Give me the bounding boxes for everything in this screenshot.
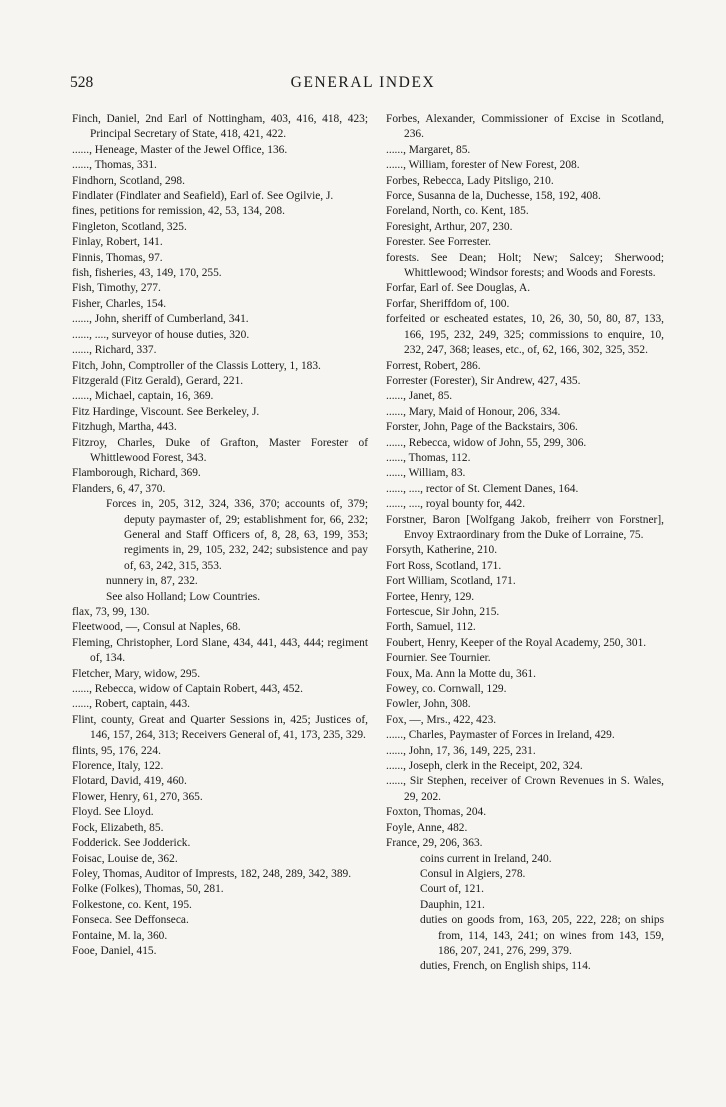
index-entry: Forbes, Alexander, Commissioner of Excise in Scotland, 236. — [386, 113, 664, 141]
index-entry: France, 29, 206, 363. — [386, 837, 483, 850]
index-entry: Forstner, Baron [Wolfgang Jakob, freiherr von Forstner], Envoy Extraordinary from the Duke of Lorraine, 75. — [386, 513, 664, 541]
index-entry: forests. See Dean; Holt; New; Salcey; Sherwood; Whittlewood; Windsor forests; and Woods and Forests. — [386, 251, 664, 280]
index-entry: Fleetwood, —, Consul at Naples, 68. — [72, 621, 241, 634]
index-entry: ......, Michael, captain, 16, 369. — [72, 390, 214, 403]
index-entry: Finlay, Robert, 141. — [72, 236, 163, 249]
index-entry: ......, Richard, 337. — [72, 344, 157, 357]
index-entry: Fodderick. See Jodderick. — [72, 837, 191, 850]
index-entry: Flower, Henry, 61, 270, 365. — [72, 790, 203, 803]
index-entry: Fitch, John, Comptroller of the Classis Lottery, 1, 183. — [72, 359, 321, 372]
index-entry: Fowler, John, 308. — [386, 698, 471, 711]
index-entry: ......, Charles, Paymaster of Forces in Ireland, 429. — [386, 729, 615, 742]
index-entry: Forces in, 205, 312, 324, 336, 370; accounts of, 379; deputy paymaster of, 29; establishment for, 66, 232; General and Staff Officers of, 8, 28, 63, 199, 353; regiments in, 29, 105, 232, 242; subsistence and pay of, 63, 242, 315, 353. — [106, 498, 368, 572]
running-title: GENERAL INDEX — [290, 74, 436, 91]
index-entry: ......, Joseph, clerk in the Receipt, 202, 324. — [386, 760, 583, 773]
index-entry: ......, ...., royal bounty for, 442. — [386, 498, 526, 511]
index-entry: ......, William, 83. — [386, 467, 466, 480]
index-entry: ......, Rebecca, widow of John, 55, 299, 306. — [386, 436, 587, 449]
index-entry: Flanders, 6, 47, 370. — [72, 482, 166, 495]
index-entry: Forrest, Robert, 286. — [386, 359, 481, 372]
index-entry: Forfar, Sheriffdom of, 100. — [386, 297, 510, 310]
index-entry: Fitzroy, Charles, Duke of Grafton, Master Forester of Whittlewood Forest, 343. — [72, 436, 368, 464]
index-entry: Findlater (Findlater and Seafield), Earl of. See Ogilvie, J. — [72, 190, 334, 203]
index-entry: Fingleton, Scotland, 325. — [72, 220, 187, 233]
index-entry: fines, petitions for remission, 42, 53, 134, 208. — [72, 205, 285, 218]
index-entry: Foxton, Thomas, 204. — [386, 806, 487, 819]
index-entry: Findhorn, Scotland, 298. — [72, 174, 185, 187]
index-entry: ......, ...., rector of St. Clement Danes, 164. — [386, 482, 579, 495]
index-entry: Florence, Italy, 122. — [72, 760, 164, 773]
index-entry: Fitz Hardinge, Viscount. See Berkeley, J. — [72, 405, 260, 418]
index-entry: Finch, Daniel, 2nd Earl of Nottingham, 403, 416, 418, 423; Principal Secretary of State, 418, 421, 422. — [72, 113, 368, 141]
index-entry: Forster, John, Page of the Backstairs, 306. — [386, 421, 578, 434]
index-entry: Dauphin, 121. — [420, 898, 485, 911]
index-entry: Fort William, Scotland, 171. — [386, 575, 516, 588]
index-entry: Foresight, Arthur, 207, 230. — [386, 220, 513, 233]
index-entry: ......, Margaret, 85. — [386, 143, 471, 156]
index-entry: Force, Susanna de la, Duchesse, 158, 192, 408. — [386, 190, 601, 203]
index-entry: ......, Sir Stephen, receiver of Crown Revenues in S. Wales, 29, 202. — [386, 775, 664, 803]
index-entry: duties on goods from, 163, 205, 222, 228; on ships from, 114, 143, 241; on wines from 143, 159, 186, 207, 241, 276, 299, 379. — [420, 914, 664, 957]
index-entry: ......, John, 17, 36, 149, 225, 231. — [386, 744, 536, 757]
index-entry: Fowey, co. Cornwall, 129. — [386, 683, 507, 696]
index-entry: Foyle, Anne, 482. — [386, 821, 468, 834]
index-entry: nunnery in, 87, 232. — [106, 575, 198, 588]
index-entry: Fontaine, M. la, 360. — [72, 929, 168, 942]
index-entry: ......, John, sheriff of Cumberland, 341. — [72, 313, 249, 326]
index-entry: Foley, Thomas, Auditor of Imprests, 182, 248, 289, 342, 389. — [72, 867, 352, 880]
index-entry: Foux, Ma. Ann la Motte du, 361. — [386, 667, 536, 680]
index-entry: Flint, county, Great and Quarter Sessions in, 425; Justices of, 146, 157, 264, 313; Receivers General of, 41, 173, 235, 329. — [72, 713, 368, 742]
index-entry: Foisac, Louise de, 362. — [72, 852, 178, 865]
index-entry: ......, Janet, 85. — [386, 390, 453, 403]
index-entry: Fonseca. See Deffonseca. — [72, 914, 189, 927]
index-entry: Fleming, Christopher, Lord Slane, 434, 441, 443, 444; regiment of, 134. — [72, 636, 368, 665]
index-entry: Folkestone, co. Kent, 195. — [72, 898, 192, 911]
index-entry: Fortee, Henry, 129. — [386, 590, 475, 603]
index-entry: Forth, Samuel, 112. — [386, 621, 476, 634]
index-entry: Forester. See Forrester. — [386, 236, 492, 249]
index-entry: Forrester (Forester), Sir Andrew, 427, 435. — [386, 374, 581, 387]
index-entry: Foreland, North, co. Kent, 185. — [386, 205, 529, 218]
index-entry: Flotard, David, 419, 460. — [72, 775, 187, 788]
index-entry: See also Holland; Low Countries. — [106, 590, 261, 603]
index-entry: Consul in Algiers, 278. — [420, 867, 526, 880]
index-entry: ......, Thomas, 331. — [72, 159, 157, 172]
index-entry: Fox, —, Mrs., 422, 423. — [386, 713, 497, 726]
index-entry: Fitzhugh, Martha, 443. — [72, 421, 177, 434]
index-entry: ......, William, forester of New Forest, 208. — [386, 159, 580, 172]
index-entry: duties, French, on English ships, 114. — [420, 960, 591, 973]
index-entry: fish, fisheries, 43, 149, 170, 255. — [72, 267, 222, 280]
index-entry: ......, Rebecca, widow of Captain Robert, 443, 452. — [72, 683, 303, 696]
index-entry: ......, Heneage, Master of the Jewel Office, 136. — [72, 143, 288, 156]
index-entry: Folke (Folkes), Thomas, 50, 281. — [72, 883, 224, 896]
index-entry: ......, Robert, captain, 443. — [72, 698, 190, 711]
index-entry: forfeited or escheated estates, 10, 26, 30, 50, 80, 87, 133, 166, 195, 232, 249, 325; commissions to enquire, 10, 232, 247, 368; leases, etc., of, 62, 166, 302, 325, 352. — [386, 313, 664, 357]
index-entry: flax, 73, 99, 130. — [72, 606, 150, 618]
index-entry: Fooe, Daniel, 415. — [72, 944, 157, 957]
index-entry: Finnis, Thomas, 97. — [72, 251, 163, 264]
index-entry: Fort Ross, Scotland, 171. — [386, 559, 502, 572]
index-column-left — [72, 112, 368, 959]
index-entry: Forsyth, Katherine, 210. — [386, 544, 498, 557]
index-entry: Fisher, Charles, 154. — [72, 297, 167, 310]
index-entry: ......, ...., surveyor of house duties, 320. — [72, 328, 250, 341]
index-entry: Fock, Elizabeth, 85. — [72, 821, 164, 834]
index-entry: Foubert, Henry, Keeper of the Royal Academy, 250, 301. — [386, 636, 647, 649]
index-entry: Forbes, Rebecca, Lady Pitsligo, 210. — [386, 174, 554, 187]
index-entry: Floyd. See Lloyd. — [72, 806, 154, 819]
index-entry: Fournier. See Tournier. — [386, 652, 491, 665]
index-entry: Court of, 121. — [420, 883, 484, 896]
index-entry: Flamborough, Richard, 369. — [72, 467, 201, 480]
index-entry: Fletcher, Mary, widow, 295. — [72, 667, 201, 680]
index-entry: coins current in Ireland, 240. — [420, 852, 552, 865]
index-entry: Fortescue, Sir John, 215. — [386, 606, 500, 618]
index-entry: Fish, Timothy, 277. — [72, 282, 161, 295]
index-entry: Forfar, Earl of. See Douglas, A. — [386, 282, 531, 295]
index-entry: ......, Thomas, 112. — [386, 451, 471, 464]
index-column-right — [386, 112, 664, 975]
index-entry: flints, 95, 176, 224. — [72, 744, 161, 757]
page-number: 528 — [70, 74, 94, 91]
index-entry: Fitzgerald (Fitz Gerald), Gerard, 221. — [72, 374, 244, 387]
page-header — [0, 74, 726, 98]
index-entry: ......, Mary, Maid of Honour, 206, 334. — [386, 405, 561, 418]
